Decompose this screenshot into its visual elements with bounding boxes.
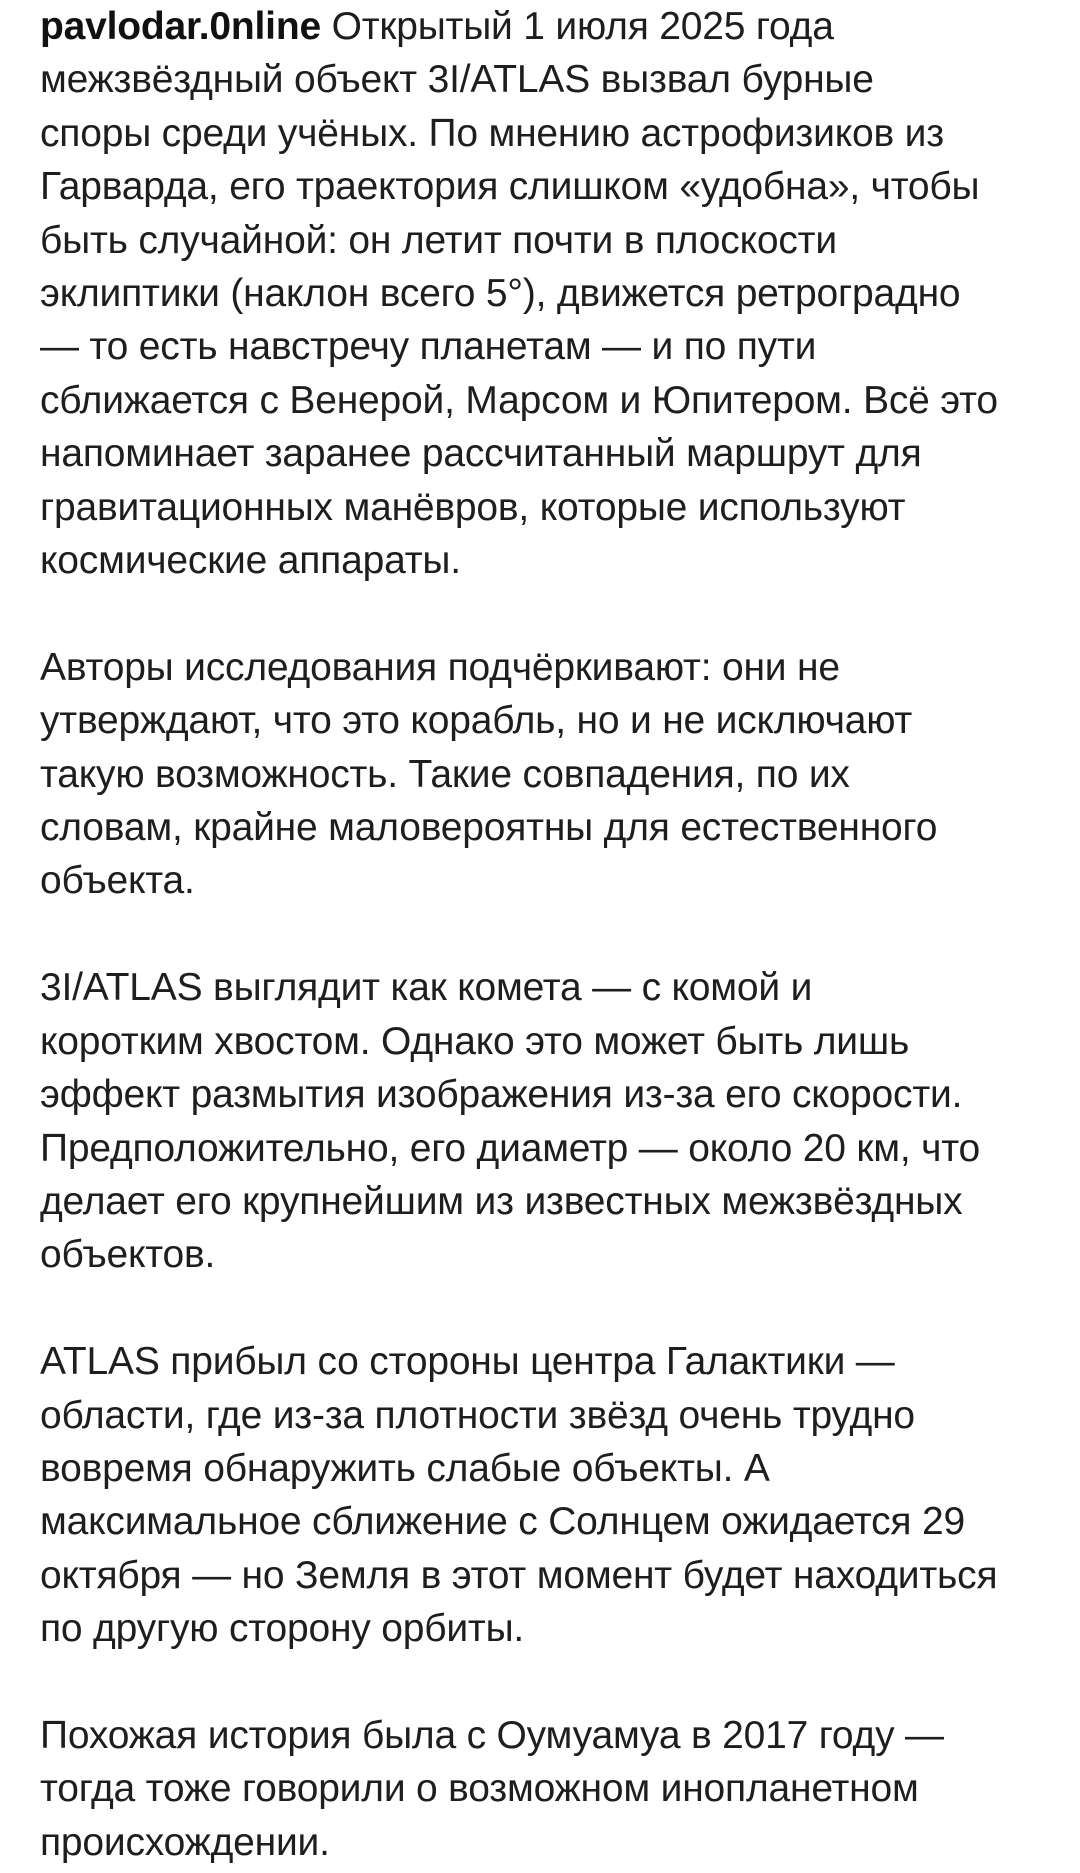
caption-line: сближается с Венерой, Марсом и Юпитером. Всё это xyxy=(40,378,998,422)
caption-line: Предположительно, его диаметр — около 20 км, что xyxy=(40,1126,980,1170)
caption-line: такую возможность. Такие совпадения, по их xyxy=(40,752,850,796)
caption-line: делает его крупнейшим из известных межзвёздных xyxy=(40,1179,963,1223)
caption-line-text: Открытый 1 июля 2025 года xyxy=(320,5,834,48)
caption-paragraph-2 xyxy=(40,641,1040,908)
caption-line: Похожая история была с Оумуамуа в 2017 году — xyxy=(40,1713,944,1757)
username-link[interactable]: pavlodar.0nline xyxy=(40,5,321,48)
caption-line: межзвёздный объект 3I/ATLAS вызвал бурные xyxy=(40,58,874,102)
caption-paragraph-5 xyxy=(40,1709,1040,1869)
caption-line: области, где из-за плотности звёзд очень трудно xyxy=(40,1393,915,1437)
caption-line: октября — но Земля в этот момент будет находиться xyxy=(40,1553,998,1597)
caption-line: объекта. xyxy=(40,859,195,903)
caption-paragraph-1 xyxy=(40,0,1040,587)
caption-line: по другую сторону орбиты. xyxy=(40,1607,525,1651)
caption-line: вовремя обнаружить слабые объекты. А xyxy=(40,1446,770,1490)
caption-line: эклиптики (наклон всего 5°), движется ретроградно xyxy=(40,272,961,316)
caption-line: тогда тоже говорили о возможном инопланетном xyxy=(40,1767,919,1811)
caption-line: коротким хвостом. Однако это может быть лишь xyxy=(40,1019,910,1063)
caption-line: 3I/ATLAS выглядит как комета — с комой и xyxy=(40,966,813,1010)
caption-line: напоминает заранее рассчитанный маршрут для xyxy=(40,432,922,476)
caption-line: словам, крайне маловероятны для естественного xyxy=(40,806,938,850)
caption-line xyxy=(40,0,1040,53)
caption-line: объектов. xyxy=(40,1233,216,1277)
caption-line: Гарварда, его траектория слишком «удобна», чтобы xyxy=(40,165,980,209)
caption-line: быть случайной: он летит почти в плоскости xyxy=(40,218,837,262)
caption-line: максимальное сближение с Солнцем ожидается 29 xyxy=(40,1500,965,1544)
caption-line: — то есть навстречу планетам — и по пути xyxy=(40,325,817,369)
caption-line: эффект размытия изображения из-за его скорости. xyxy=(40,1073,963,1117)
caption-line: Авторы исследования подчёркивают: они не xyxy=(40,645,840,689)
caption-line: споры среди учёных. По мнению астрофизиков из xyxy=(40,111,944,155)
caption-paragraph-3 xyxy=(40,961,1040,1281)
caption-line: космические аппараты. xyxy=(40,539,461,583)
caption-line: происхождении. xyxy=(40,1820,330,1864)
caption-line: гравитационных манёвров, которые используют xyxy=(40,485,906,529)
caption-line: утверждают, что это корабль, но и не исключают xyxy=(40,699,913,743)
caption-line: ATLAS прибыл со стороны центра Галактики — xyxy=(40,1340,895,1384)
caption-paragraph-4 xyxy=(40,1335,1040,1655)
